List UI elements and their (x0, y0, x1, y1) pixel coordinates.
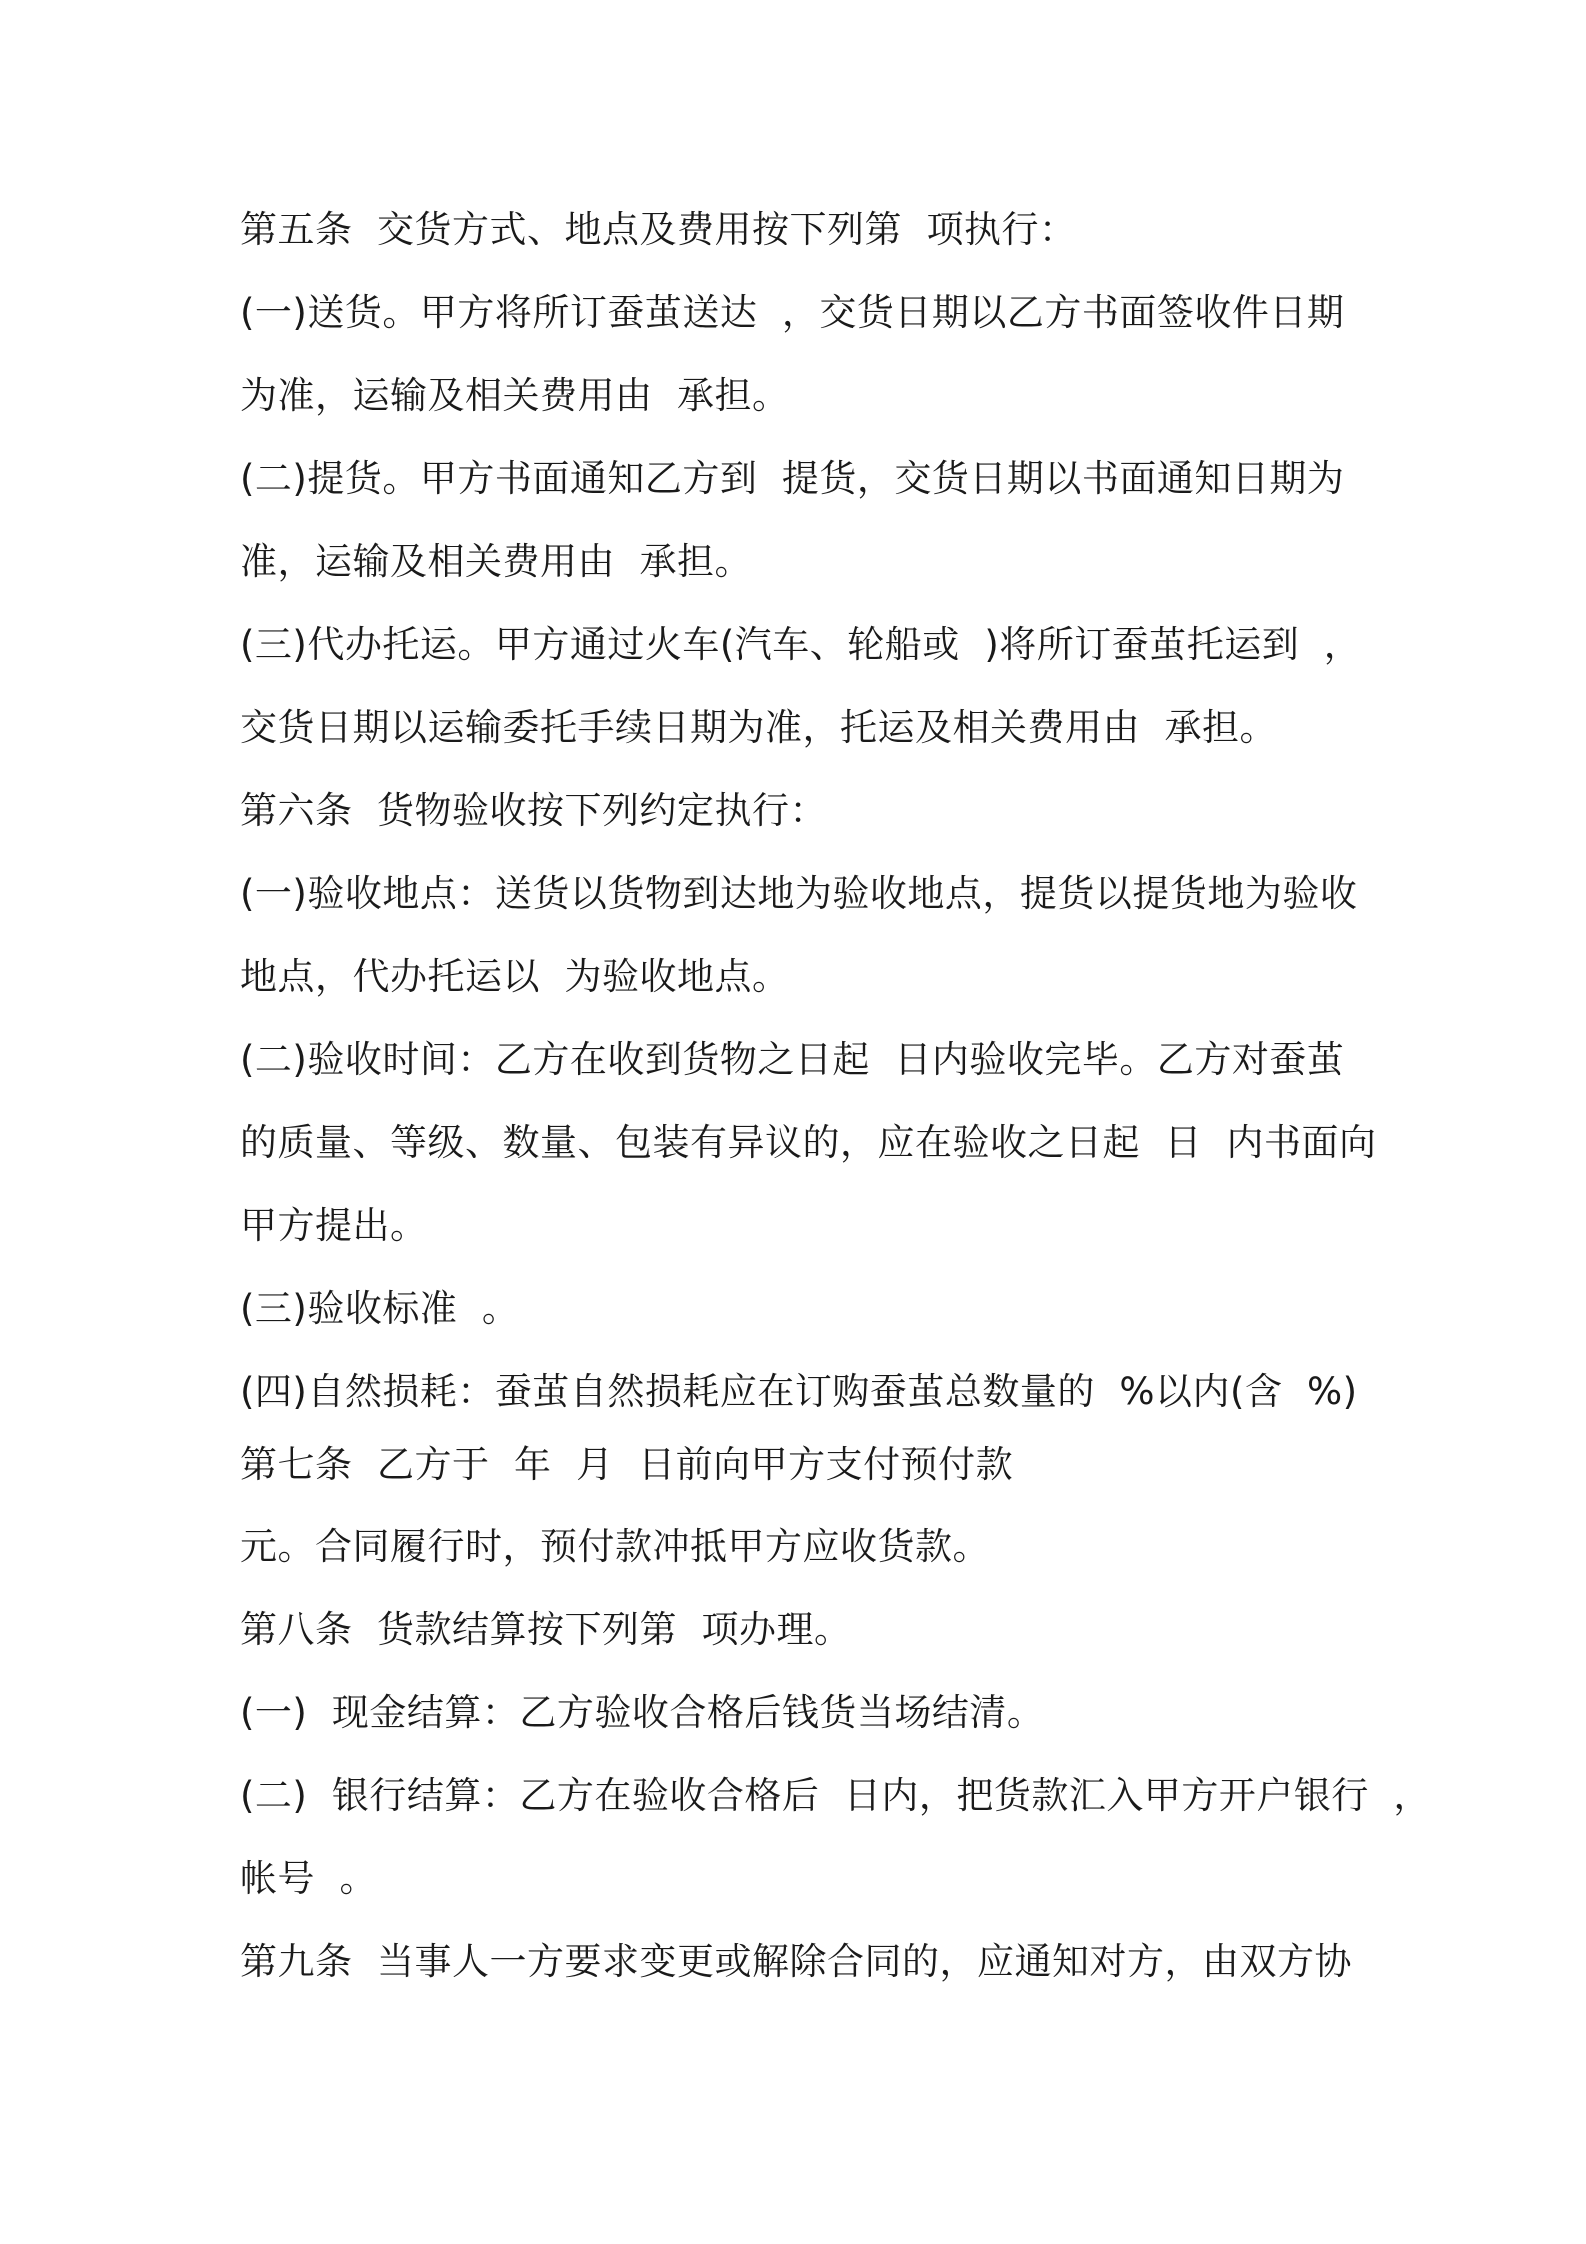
clause-6-item-1-line-2: 地点，代办托运以 为验收地点。 (240, 955, 790, 998)
clause-7-line-2: 元。合同履行时，预付款冲抵甲方应收货款。 (240, 1525, 990, 1568)
clause-5-heading: 第五条 交货方式、地点及费用按下列第 项执行： (240, 208, 1077, 251)
clause-8-heading: 第八条 货款结算按下列第 项办理。 (240, 1608, 852, 1651)
clause-8-item-2-line-1: (二) 银行结算：乙方在验收合格后 日内，把货款汇入甲方开户银行 ， (240, 1774, 1431, 1817)
clause-6-heading: 第六条 货物验收按下列约定执行： (240, 789, 828, 832)
clause-9-line-1: 第九条 当事人一方要求变更或解除合同的，应通知对方，由双方协 (240, 1940, 1353, 1983)
clause-8-item-2-line-2: 帐号 。 (240, 1857, 378, 1900)
clause-6-item-2-line-1: (二)验收时间：乙方在收到货物之日起 日内验收完毕。乙方对蚕茧 (240, 1038, 1345, 1081)
clause-6-item-2-line-3: 甲方提出。 (240, 1204, 428, 1247)
clause-6-item-4: (四)自然损耗：蚕茧自然损耗应在订购蚕茧总数量的 %以内(含 %) (240, 1370, 1358, 1413)
clause-6-item-3: (三)验收标准 。 (240, 1287, 520, 1330)
clause-6-item-1-line-1: (一)验收地点：送货以货物到达地为验收地点，提货以提货地为验收 (240, 872, 1358, 915)
clause-5-item-1-line-1: (一)送货。甲方将所订蚕茧送达 ，交货日期以乙方书面签收件日期 (240, 291, 1345, 334)
clause-5-item-1-line-2: 为准，运输及相关费用由 承担。 (240, 374, 790, 417)
clause-5-item-3-line-2: 交货日期以运输委托手续日期为准，托运及相关费用由 承担。 (240, 706, 1278, 749)
clause-6-item-2-line-2: 的质量、等级、数量、包装有异议的，应在验收之日起 日 内书面向 (240, 1121, 1377, 1164)
clause-5-item-2-line-2: 准，运输及相关费用由 承担。 (240, 540, 753, 583)
clause-8-item-1: (一) 现金结算：乙方验收合格后钱货当场结清。 (240, 1691, 1045, 1734)
clause-5-item-2-line-1: (二)提货。甲方书面通知乙方到 提货，交货日期以书面通知日期为 (240, 457, 1345, 500)
clause-5-item-3-line-1: (三)代办托运。甲方通过火车(汽车、轮船或 )将所订蚕茧托运到 ， (240, 623, 1362, 666)
clause-7-line-1: 第七条 乙方于 年 月 日前向甲方支付预付款 (240, 1443, 1014, 1486)
